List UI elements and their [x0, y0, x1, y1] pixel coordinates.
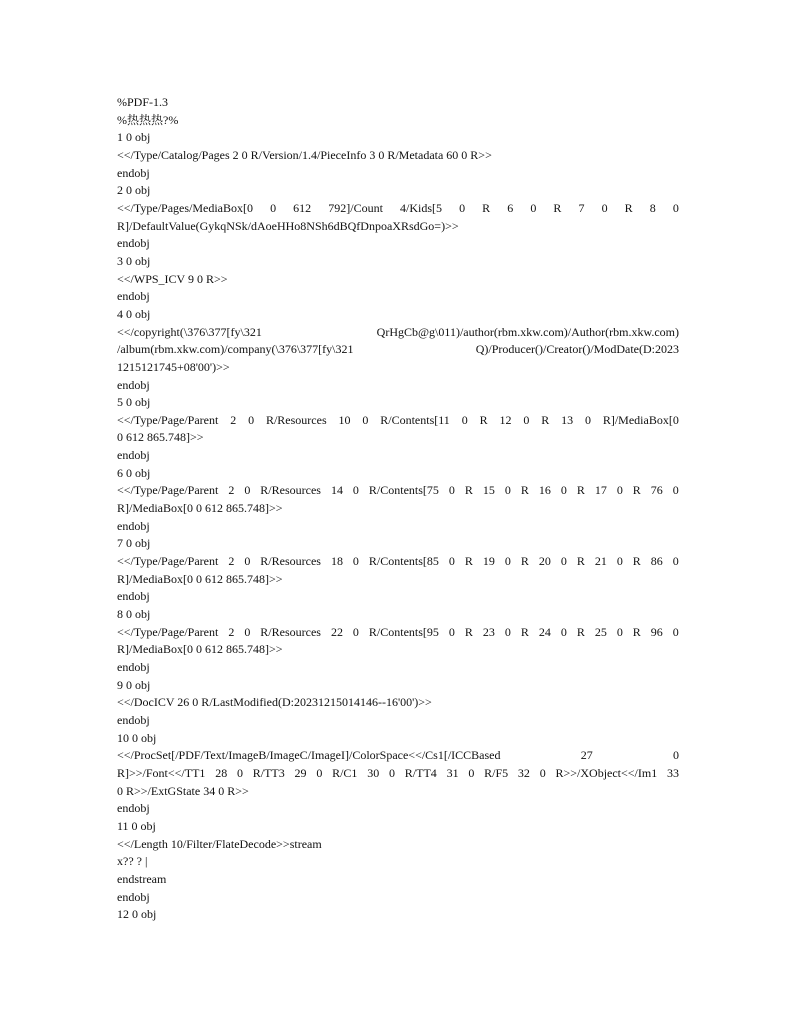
text-line: endobj — [117, 165, 150, 180]
text-line: endobj — [117, 889, 150, 904]
text-line: 6 0 obj — [117, 465, 151, 480]
text-line: <</Type/Pages/MediaBox[0 0 612 792]/Count 4/Kids[5 0 R 6 0 R 7 0 R 8 0 — [117, 200, 679, 215]
text-line: 1215121745+08'00')>> — [117, 359, 230, 374]
text-line: <</Type/Page/Parent 2 0 R/Resources 22 0 R/Contents[95 0 R 23 0 R 24 0 R 25 0 R 96 0 — [117, 624, 679, 639]
text-line: 4 0 obj — [117, 306, 151, 321]
text-line: <</Length 10/Filter/FlateDecode>>stream — [117, 836, 322, 851]
text-line: <</Type/Page/Parent 2 0 R/Resources 10 0 R/Contents[11 0 R 12 0 R 13 0 R]/MediaBox[0 — [117, 412, 679, 427]
text-line: 3 0 obj — [117, 253, 151, 268]
text-line: 5 0 obj — [117, 395, 151, 410]
text-line: <</Type/Page/Parent 2 0 R/Resources 18 0 R/Contents[85 0 R 19 0 R 20 0 R 21 0 R 86 0 — [117, 554, 679, 569]
text-line: 11 0 obj — [117, 818, 156, 833]
text-line: 0 R>>/ExtGState 34 0 R>> — [117, 783, 249, 798]
text-line: 1 0 obj — [117, 130, 151, 145]
text-line: <</Type/Catalog/Pages 2 0 R/Version/1.4/PieceInfo 3 0 R/Metadata 60 0 R>> — [117, 147, 492, 162]
text-line: 2 0 obj — [117, 183, 151, 198]
text-line: endobj — [117, 712, 150, 727]
text-line: <</ProcSet[/PDF/Text/ImageB/ImageC/ImageI]/ColorSpace<</Cs1[/ICCBased 27 0 — [117, 748, 679, 763]
text-line: endobj — [117, 518, 150, 533]
text-line: <</WPS_ICV 9 0 R>> — [117, 271, 228, 286]
text-line: endobj — [117, 236, 150, 251]
text-line: %PDF-1.3 — [117, 95, 169, 109]
text-line: R]/DefaultValue(GykqNSk/dAoeHHo8NSh6dBQfDnpoaXRsdGo=)>> — [117, 218, 459, 233]
text-line: 8 0 obj — [117, 607, 151, 622]
text-line: R]/MediaBox[0 0 612 865.748]>> — [117, 501, 283, 516]
text-line: 7 0 obj — [117, 536, 151, 551]
text-line: R]/MediaBox[0 0 612 865.748]>> — [117, 571, 283, 586]
text-line: endobj — [117, 589, 150, 604]
text-line: endobj — [117, 801, 150, 816]
text-line: <</Type/Page/Parent 2 0 R/Resources 14 0 R/Contents[75 0 R 15 0 R 16 0 R 17 0 R 76 0 — [117, 483, 679, 498]
text-line: 12 0 obj — [117, 907, 157, 922]
text-line: x?? ? | — [117, 854, 148, 869]
text-line: <</DocICV 26 0 R/LastModified(D:20231215014146--16'00')>> — [117, 695, 432, 710]
text-line: endobj — [117, 660, 150, 674]
text-line: 10 0 obj — [117, 730, 157, 745]
text-line: endstream — [117, 871, 167, 886]
text-line: R]/MediaBox[0 0 612 865.748]>> — [117, 642, 283, 657]
text-line: R]>>/Font<</TT1 28 0 R/TT3 29 0 R/C1 30 0 R/TT4 31 0 R/F5 32 0 R>>/XObject<</Im1 33 — [117, 765, 679, 780]
text-line: <</copyright(\376\377[fy\321 QrHgCb@g\011)/author(rbm.xkw.com)/Author(rbm.xkw.com) — [117, 324, 679, 339]
text-line: 0 612 865.748]>> — [117, 430, 204, 445]
text-line: endobj — [117, 289, 150, 304]
text-line: %热热热?% — [117, 112, 179, 127]
text-line: /album(rbm.xkw.com)/company(\376\377[fy\321 Q)/Producer()/Creator()/ModDate(D:2023 — [117, 342, 679, 357]
pdf-source-text — [117, 94, 679, 924]
text-line: 9 0 obj — [117, 677, 151, 692]
text-line: endobj — [117, 377, 150, 392]
text-line: endobj — [117, 448, 150, 463]
